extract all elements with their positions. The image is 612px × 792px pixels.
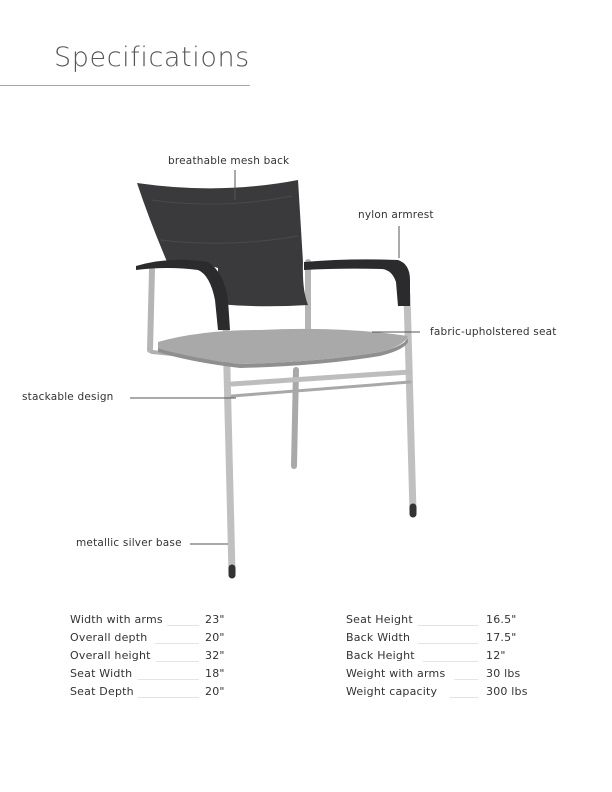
- spec-label: Weight with arms: [346, 667, 446, 680]
- spec-leader: [138, 697, 199, 698]
- spec-label: Back Width: [346, 631, 411, 644]
- spec-row: [346, 664, 566, 682]
- spec-leader: [155, 643, 199, 644]
- spec-label: Seat Width: [70, 667, 133, 680]
- spec-value: 300 lbs: [486, 685, 528, 698]
- spec-value: 32": [205, 649, 225, 662]
- spec-value: 16.5": [486, 613, 517, 626]
- callout-armrest: nylon armrest: [358, 209, 434, 221]
- spec-leader: [156, 661, 199, 662]
- spec-leader: [167, 625, 199, 626]
- spec-value: 17.5": [486, 631, 517, 644]
- spec-leader: [418, 643, 478, 644]
- spec-row: [346, 628, 566, 646]
- spec-leader: [450, 697, 478, 698]
- specs-table-left: [70, 610, 290, 700]
- spec-value: 30 lbs: [486, 667, 521, 680]
- spec-leader: [454, 679, 478, 680]
- spec-row: [346, 610, 566, 628]
- spec-label: Seat Height: [346, 613, 413, 626]
- spec-value: 20": [205, 631, 225, 644]
- callout-base: metallic silver base: [76, 537, 182, 549]
- spec-label: Weight capacity: [346, 685, 438, 698]
- spec-leader: [138, 679, 199, 680]
- spec-row: [70, 682, 290, 700]
- spec-label: Overall height: [70, 649, 151, 662]
- spec-value: 23": [205, 613, 225, 626]
- spec-row: [70, 610, 290, 628]
- callout-seat: fabric-upholstered seat: [430, 326, 557, 338]
- spec-row: [346, 646, 566, 664]
- specs-table-right: [346, 610, 566, 700]
- spec-row: [70, 664, 290, 682]
- spec-label: Overall depth: [70, 631, 148, 644]
- spec-row: [346, 682, 566, 700]
- spec-leader: [418, 625, 478, 626]
- callout-mesh-back: breathable mesh back: [168, 155, 290, 167]
- spec-label: Width with arms: [70, 613, 163, 626]
- spec-row: [70, 646, 290, 664]
- spec-leader: [423, 661, 478, 662]
- spec-label: Seat Depth: [70, 685, 134, 698]
- spec-row: [70, 628, 290, 646]
- spec-label: Back Height: [346, 649, 415, 662]
- spec-value: 18": [205, 667, 225, 680]
- callout-stackable: stackable design: [22, 391, 114, 403]
- page-title: Specifications: [54, 42, 250, 73]
- spec-value: 20": [205, 685, 225, 698]
- chair-frame: [150, 262, 413, 575]
- right-armrest: [304, 259, 410, 306]
- spec-value: 12": [486, 649, 506, 662]
